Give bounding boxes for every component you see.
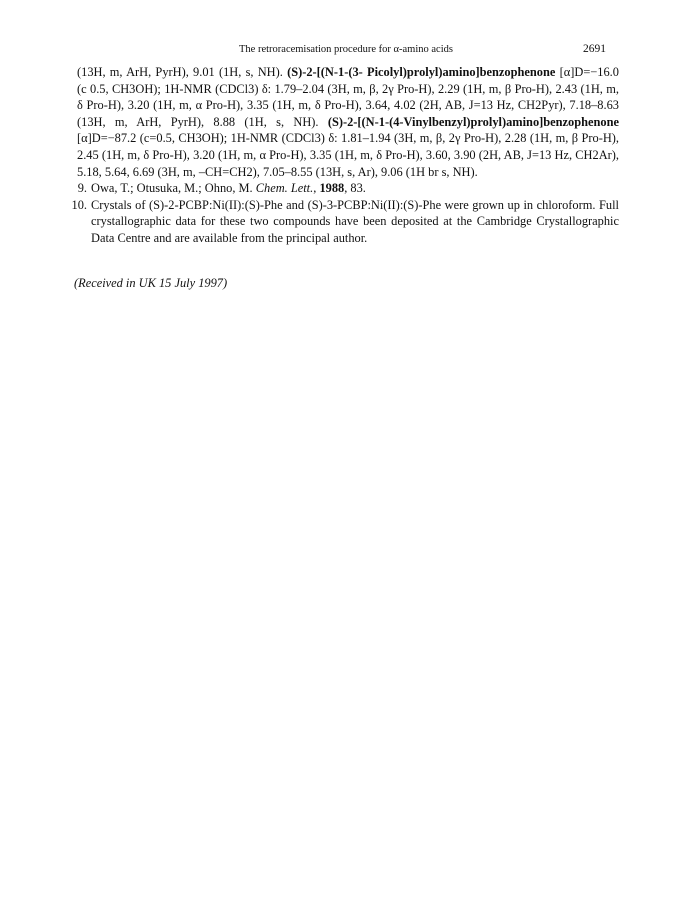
compound-name: (S)-2-[(N-1-(4-Vinylbenzyl)prolyl)amino]benzophenone [327, 114, 619, 129]
reference-year: 1988 [319, 181, 345, 196]
compound-name: (S)-2-[(N-1-(3- Picolyl)prolyl)amino]benzophenone [287, 65, 556, 79]
reference-number: 10. [71, 197, 87, 212]
reference-10 [71, 197, 619, 247]
reference-9 [77, 180, 619, 197]
running-title: The retroracemisation procedure for α-amino acids [239, 44, 453, 55]
reference-number: 9. [77, 181, 87, 196]
reference-separator: , [313, 181, 320, 196]
reference-text: Crystals of (S)-2-PCBP:Ni(II):(S)-Phe and (S)-3-PCBP:Ni(II):(S)-Phe were grown up in chloroform. Full crystallographic data for these two compounds have been deposited at the Cambridge Crystallographic Data Centre and are available from the principal author. [91, 197, 619, 245]
reference-pages: , 83. [344, 181, 366, 196]
main-text [71, 64, 619, 247]
reference-authors: Owa, T.; Otusuka, M.; Ohno, M. [91, 181, 256, 196]
page-number: 2691 [583, 43, 606, 55]
text-run: (13H, m, ArH, PyrH), 9.01 (1H, s, NH). [77, 65, 288, 79]
journal-name: Chem. Lett. [255, 181, 314, 196]
text-run: [α]D=−16.0 (c 0.5, CH3OH); 1H-NMR (CDCl3) δ: 1.79–2.04 (3H, m, β, 2γ Pro-H), 2.29 (1H, m, β Pro-H), 2.43 (1H, m, δ Pro-H), 3.20 (1H, m, α Pro-H), 3.35 (1H, m, δ Pro-H), 3.64, 4.02 (2H, AB, J=13 Hz, CH2Pyr), 7.18–8.63 (13H, m, ArH, PyrH), 8.88 (1H, s, NH). [77, 65, 619, 129]
compound-data-paragraph [77, 64, 619, 180]
text-run: [α]D=−87.2 (c=0.5, CH3OH); 1H-NMR (CDCl3) δ: 1.81–1.94 (3H, m, β, 2γ Pro-H), 2.28 (1H, m, β Pro-H), 2.45 (1H, m, δ Pro-H), 3.20 (1H, m, α Pro-H), 3.35 (1H, m, δ Pro-H), 3.60, 3.90 (2H, AB, J=13 Hz, CH2Ar), 5.18, 5.64, 6.69 (3H, m, –CH=CH2), 7.05–8.55 (13H, s, Ar), 9.06 (1H br s, NH). [77, 131, 619, 179]
received-date: (Received in UK 15 July 1997) [74, 276, 228, 290]
